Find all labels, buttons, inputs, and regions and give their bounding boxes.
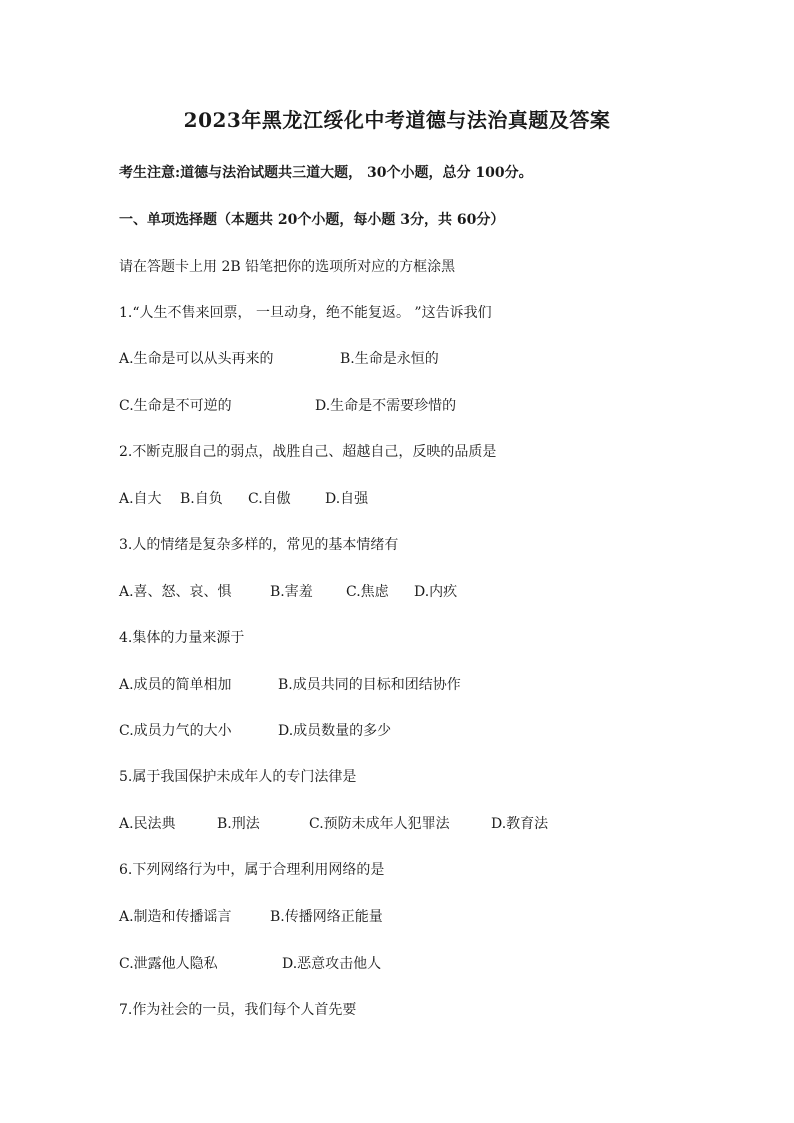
option-d: D.恶意攻击他人: [282, 956, 382, 972]
option-c: C.泄露他人隐私: [119, 956, 218, 972]
option-d: D.生命是不需要珍惜的: [315, 398, 457, 414]
option-a: A.制造和传播谣言: [119, 909, 232, 925]
option-row: [119, 397, 456, 415]
section-heading: 一、单项选择题（本题共 20个小题，每小题 3分，共 60分）: [119, 212, 505, 228]
option-b: B.生命是永恒的: [340, 351, 439, 367]
option-row: [119, 908, 383, 926]
option-row: [119, 955, 381, 973]
question-stem: 7.作为社会的一员，我们每个人首先要: [119, 1002, 357, 1018]
option-d: D.自强: [325, 491, 369, 507]
option-row: [119, 722, 391, 740]
exam-notice: 考生注意:道德与法治试题共三道大题， 30个小题，总分 100分。: [119, 165, 533, 181]
option-d: D.内疚: [414, 584, 458, 600]
option-row: [119, 490, 368, 508]
option-a: A.喜、怒、哀、惧: [119, 584, 232, 600]
question-stem: 4.集体的力量来源于: [119, 630, 245, 646]
option-c: C.成员力气的大小: [119, 723, 232, 739]
option-row: [119, 583, 457, 601]
question-stem: 6.下列网络行为中，属于合理利用网络的是: [119, 862, 385, 878]
option-row: [119, 350, 439, 368]
option-row: [119, 676, 461, 694]
option-b: B.害羞: [270, 584, 313, 600]
option-row: [119, 815, 548, 833]
option-b: B.成员共同的目标和团结协作: [278, 677, 461, 693]
option-a: A.民法典: [119, 816, 176, 832]
question-stem: 2.不断克服自己的弱点，战胜自己、超越自己，反映的品质是: [119, 444, 497, 460]
option-b: B.刑法: [217, 816, 260, 832]
option-c: C.生命是不可逆的: [119, 398, 232, 414]
question-stem: 1.“人生不售来回票， 一旦动身，绝不能复返。 ”这告诉我们: [119, 305, 492, 321]
option-c: C.焦虑: [346, 584, 389, 600]
option-c: C.预防未成年人犯罪法: [309, 816, 450, 832]
option-a: A.成员的简单相加: [119, 677, 232, 693]
option-b: B.自负: [180, 491, 223, 507]
option-c: C.自傲: [248, 491, 291, 507]
option-a: A.自大: [119, 491, 162, 507]
page-title: 2023年黑龙江绥化中考道德与法治真题及答案: [183, 108, 611, 132]
option-b: B.传播网络正能量: [270, 909, 383, 925]
option-d: D.成员数量的多少: [278, 723, 392, 739]
question-stem: 5.属于我国保护未成年人的专门法律是: [119, 769, 357, 785]
section-instruction: 请在答题卡上用 2B 铅笔把你的选项所对应的方框涂黑: [119, 259, 456, 275]
option-d: D.教育法: [491, 816, 549, 832]
question-stem: 3.人的情绪是复杂多样的，常见的基本情绪有: [119, 537, 399, 553]
option-a: A.生命是可以从头再来的: [119, 351, 274, 367]
